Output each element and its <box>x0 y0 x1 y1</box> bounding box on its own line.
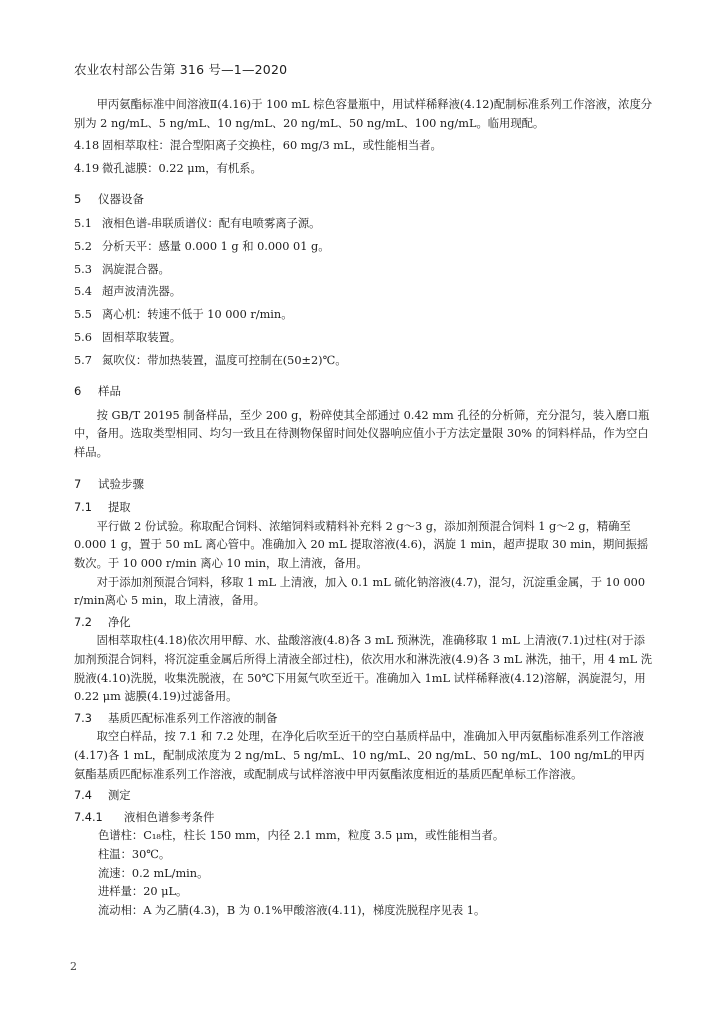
section-heading-5: 5 仪器设备 <box>74 192 144 207</box>
list-item: 5.3 涡旋混合器。 <box>74 262 170 276</box>
extraction-paragraph: 平行做 2 份试验。称取配合饲料、浓缩饲料或精料补充料 2 g～3 g，添加剂预混合饲料 1 g～2 g，精确至 0.000 1 g，置于 50 mL 离心管中。准确加入 20 mL 提取溶液(4.6)，涡旋 1 min，超声提取 30 min，期间振摇数次。于 10 000 r/min 离心 10 min，取上清液，备用。 <box>74 519 649 570</box>
list-item: 5.7 氮吹仪：带加热装置，温度可控制在(50±2)℃。 <box>74 353 347 367</box>
lc-condition-line: 进样量：20 μL。 <box>98 885 188 899</box>
intro-paragraph: 甲丙氨酯标准中间溶液Ⅱ(4.16)于 100 mL 棕色容量瓶中，用试样稀释液(4.12)配制标准系列工作溶液，浓度分别为 2 ng/mL、5 ng/mL、10 ng/mL、20 ng/mL、50 ng/mL、100 ng/mL。临用现配。 <box>74 98 653 130</box>
sample-paragraph: 按 GB/T 20195 制备样品，至少 200 g，粉碎使其全部通过 0.42 mm 孔径的分析筛，充分混匀，装入磨口瓶中，备用。选取类型相同、均匀一致且在待测物保留时间处仪器响应值小于方法定量限 30% 的饲料样品，作为空白样品。 <box>74 408 650 460</box>
list-item <box>74 137 654 156</box>
item-number: 4.18 <box>74 139 100 153</box>
item-text: 微孔滤膜：0.22 μm，有机系。 <box>102 161 262 175</box>
lc-condition-line: 柱温：30℃。 <box>98 847 171 861</box>
item-number: 4.19 <box>74 161 100 175</box>
subsection-heading-7-4-1: 7.4.1 液相色谱参考条件 <box>74 810 215 824</box>
section-heading-6: 6 样品 <box>74 384 121 399</box>
subsection-heading-7-4: 7.4 测定 <box>74 789 131 803</box>
subsection-heading-7-3: 7.3 基质匹配标准系列工作溶液的制备 <box>74 711 278 725</box>
extraction-paragraph: 对于添加剂预混合饲料，移取 1 mL 上清液，加入 0.1 mL 硫化钠溶液(4.7)，混匀，沉淀重金属，于 10 000 r/min离心 5 min，取上清液，备用。 <box>74 575 646 608</box>
list-item: 5.6 固相萃取装置。 <box>74 330 182 344</box>
cleanup-paragraph: 固相萃取柱(4.18)依次用甲醇、水、盐酸溶液(4.8)各 3 mL 预淋洗，准确移取 1 mL 上清液(7.1)过柱(对于添加剂预混合饲料，将沉淀重金属后所得上清液全部过柱)，依次用水和淋洗液(4.9)各 3 mL 淋洗，抽干，用 4 mL 洗脱液(4.10)洗脱，收集洗脱液，在 50℃下用氮气吹至近干。准确加入 1mL 试样稀释液(4.12)溶解，涡旋混匀，用 0.22 μm 滤膜(4.19)过滤备用。 <box>74 634 653 704</box>
list-item <box>74 160 654 179</box>
lc-condition-line: 流动相：A 为乙腈(4.3)，B 为 0.1%甲酸溶液(4.11)，梯度洗脱程序见表 1。 <box>98 903 486 917</box>
section-heading-7: 7 试验步骤 <box>74 476 144 491</box>
subsection-heading-7-1: 7.1 提取 <box>74 501 131 515</box>
lc-condition-line: 色谱柱：C₁₈柱，柱长 150 mm，内径 2.1 mm，粒度 3.5 μm，或性能相当者。 <box>98 829 505 843</box>
list-item: 5.2 分析天平：感量 0.000 1 g 和 0.000 01 g。 <box>74 239 330 253</box>
item-text: 固相萃取柱：混合型阳离子交换柱，60 mg/3 mL，或性能相当者。 <box>102 139 442 153</box>
list-item: 5.5 离心机：转速不低于 10 000 r/min。 <box>74 308 293 322</box>
list-item: 5.1 液相色谱-串联质谱仪：配有电喷雾离子源。 <box>74 216 321 230</box>
list-item: 5.4 超声波清洗器。 <box>74 285 182 299</box>
page-header: 农业农村部公告第 316 号—1—2020 <box>74 62 288 77</box>
matrix-standard-paragraph: 取空白样品，按 7.1 和 7.2 处理，在净化后吹至近干的空白基质样品中，准确加入甲丙氨酯标准系列工作溶液(4.17)各 1 mL，配制成浓度为 2 ng/mL、5 ng/mL、10 ng/mL、20 ng/mL、50 ng/mL、100 ng/mL的甲丙氨酯基质匹配标准系列工作溶液，或配制成与试样溶液中甲丙氨酯浓度相近的基质匹配单标工作溶液。 <box>74 730 645 781</box>
page-number: 2 <box>70 960 77 973</box>
subsection-heading-7-2: 7.2 净化 <box>74 615 131 629</box>
equipment-list <box>74 215 654 370</box>
page-content <box>74 96 654 920</box>
lc-condition-line: 流速：0.2 mL/min。 <box>98 866 209 880</box>
